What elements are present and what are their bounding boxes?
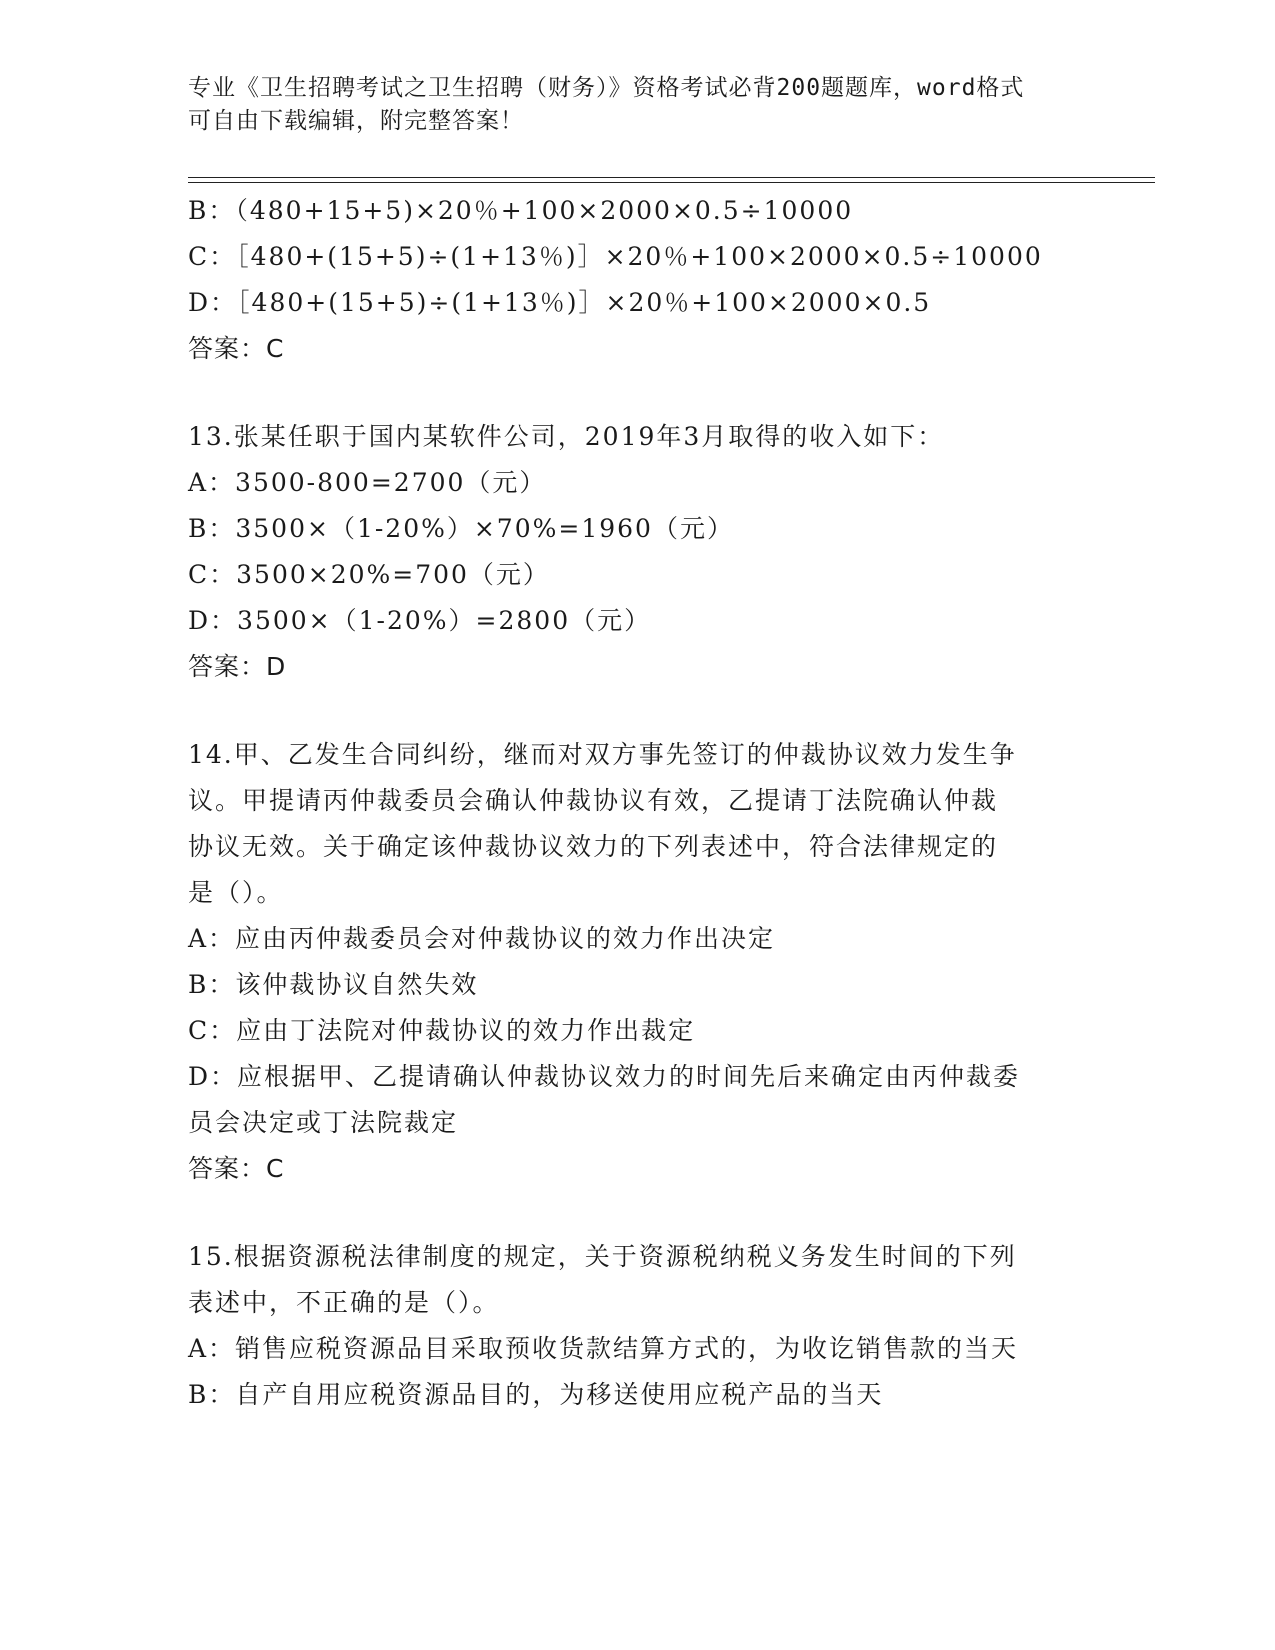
q14-stem-line: 14.甲、乙发生合同纠纷，继而对双方事先签订的仲裁协议效力发生争 (188, 740, 1017, 769)
q12-option-c: C：［480+(15+5)÷(1+13％)］×20％+100×2000×0.5÷10000 (188, 242, 1043, 271)
q14-option-b: B：该仲裁协议自然失效 (188, 970, 479, 999)
header-divider-bottom (188, 182, 1155, 183)
q13-answer: 答案：D (188, 652, 287, 681)
question-15 (188, 1234, 1088, 1418)
spacer (188, 1192, 1088, 1234)
question-13 (188, 414, 1088, 690)
q13-option-b: B：3500×（1-20%）×70%=1960（元） (188, 514, 734, 543)
q12-option-b: B：（480+15+5)×20％+100×2000×0.5÷10000 (188, 196, 854, 225)
q14-option-d-line: D：应根据甲、乙提请确认仲裁协议效力的时间先后来确定由丙仲裁委 (188, 1062, 1021, 1091)
q15-option-b: B：自产自用应税资源品目的，为移送使用应税产品的当天 (188, 1380, 884, 1409)
q15-stem-line: 表述中，不正确的是（）。 (188, 1288, 500, 1317)
q14-stem-line: 议。甲提请丙仲裁委员会确认仲裁协议有效，乙提请丁法院确认仲裁 (188, 786, 999, 815)
q12-answer: 答案：C (188, 334, 285, 363)
q14-stem-line: 是（）。 (188, 878, 284, 907)
q15-stem-line: 15.根据资源税法律制度的规定，关于资源税纳税义务发生时间的下列 (188, 1242, 1017, 1271)
header-divider-top (188, 177, 1155, 178)
q14-option-d-line: 员会决定或丁法院裁定 (188, 1108, 459, 1137)
page-header (188, 72, 1068, 138)
q13-stem: 13.张某任职于国内某软件公司，2019年3月取得的收入如下： (188, 422, 945, 451)
q14-answer: 答案：C (188, 1154, 285, 1183)
header-title-line-2: 可自由下载编辑，附完整答案！ (188, 108, 524, 134)
question-14 (188, 732, 1088, 1192)
q14-option-c: C：应由丁法院对仲裁协议的效力作出裁定 (188, 1016, 696, 1045)
q13-option-a: A：3500-800=2700（元） (188, 468, 547, 497)
spacer (188, 372, 1088, 414)
q14-stem-line: 协议无效。关于确定该仲裁协议效力的下列表述中，符合法律规定的 (188, 832, 999, 861)
question-content (188, 188, 1088, 1418)
question-12-tail (188, 188, 1088, 372)
q12-option-d: D：［480+(15+5)÷(1+13％)］×20％+100×2000×0.5 (188, 288, 932, 317)
q14-option-a: A：应由丙仲裁委员会对仲裁协议的效力作出决定 (188, 924, 776, 953)
q15-option-a: A：销售应税资源品目采取预收货款结算方式的，为收讫销售款的当天 (188, 1334, 1019, 1363)
q13-option-d: D：3500×（1-20%）=2800（元） (188, 606, 652, 635)
header-title-line-1: 专业《卫生招聘考试之卫生招聘（财务）》资格考试必背200题题库，word格式 (188, 75, 1025, 101)
spacer (188, 690, 1088, 732)
q13-option-c: C：3500×20%=700（元） (188, 560, 550, 589)
